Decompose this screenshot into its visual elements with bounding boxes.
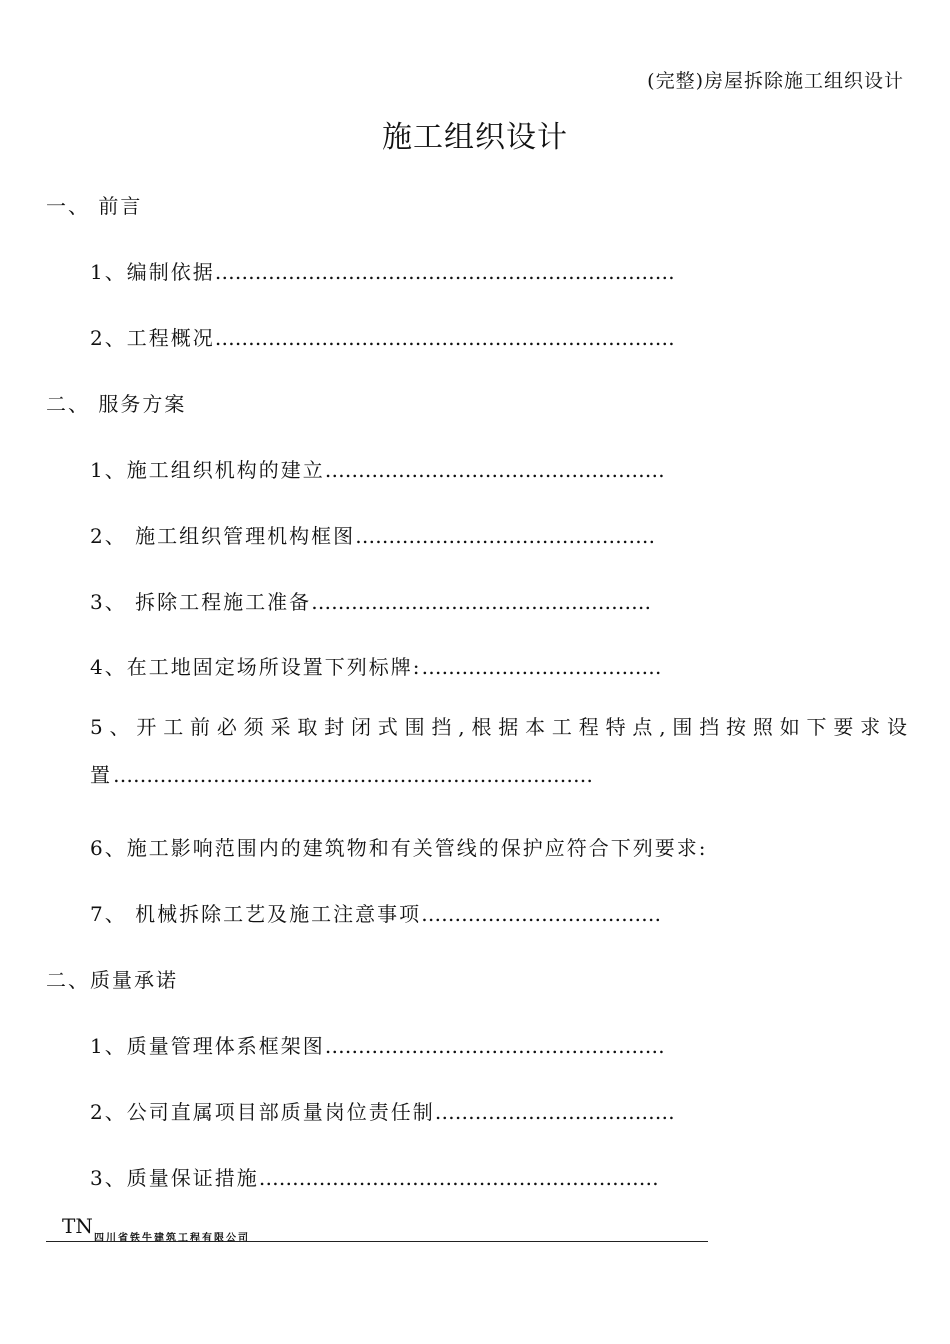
toc-leader: ……………………………… [421, 902, 662, 926]
toc-entry [90, 1162, 659, 1191]
toc-leader: …………………………………………………… [258, 1166, 659, 1190]
toc-entry [90, 322, 675, 351]
toc-entry [90, 586, 651, 615]
toc-text: 6、施工影响范围内的建筑物和有关管线的保护应符合下列要求: [90, 836, 708, 860]
toc-text: 2、 施工组织管理机构框图 [90, 524, 356, 548]
toc-entry-wrapped [90, 703, 910, 799]
toc-text: 3、 拆除工程施工准备 [90, 590, 312, 614]
document-title: 施工组织设计 [382, 120, 568, 155]
toc-text: 二、质量承诺 [46, 968, 178, 992]
toc-text: 2、公司直属项目部质量岗位责任制 [90, 1100, 435, 1124]
toc-text: 7、 机械拆除工艺及施工注意事项 [90, 902, 422, 926]
toc-text: 2、工程概况 [90, 326, 215, 350]
toc-section-preface [46, 190, 142, 219]
running-header: (完整)房屋拆除施工组织设计 [647, 70, 904, 92]
toc-leader: …………………………………………………………… [214, 326, 675, 350]
footer-company-name: 四川省铁牛建筑工程有限公司 [94, 1233, 250, 1244]
toc-entry [90, 832, 707, 861]
toc-leader: …………………………………………… [324, 1034, 665, 1058]
toc-text: 5、开工前必须采取封闭式围挡,根据本工程特点,围挡按照如下要求设置 [90, 715, 910, 787]
toc-section-service [46, 388, 186, 417]
footer-divider [46, 1241, 708, 1242]
toc-entry [90, 651, 661, 680]
toc-leader: …………………………………………… [324, 458, 665, 482]
toc-text: 4、在工地固定场所设置下列标牌: [90, 655, 422, 679]
toc-leader: …………………………………………… [311, 590, 652, 614]
toc-text: 1、质量管理体系框架图 [90, 1034, 325, 1058]
toc-leader: …………………………………………………………… [214, 260, 675, 284]
toc-entry [90, 454, 665, 483]
toc-leader: ……………………………… [434, 1100, 675, 1124]
toc-text: 二、 服务方案 [46, 392, 187, 416]
toc-text: 3、质量保证措施 [90, 1166, 259, 1190]
footer-tn-mark: TN [62, 1214, 93, 1238]
toc-leader: ……………………………… [421, 655, 662, 679]
toc-entry [90, 1096, 675, 1125]
toc-text: 一、 前言 [46, 194, 143, 218]
toc-entry [90, 898, 661, 927]
toc-entry [90, 256, 675, 285]
toc-section-quality [46, 964, 178, 993]
toc-text: 1、施工组织机构的建立 [90, 458, 325, 482]
toc-entry [90, 520, 655, 549]
toc-leader: ……………………………………………………………… [113, 763, 593, 787]
toc-text: 1、编制依据 [90, 260, 215, 284]
toc-entry [90, 1030, 665, 1059]
toc-leader: ……………………………………… [355, 524, 656, 548]
